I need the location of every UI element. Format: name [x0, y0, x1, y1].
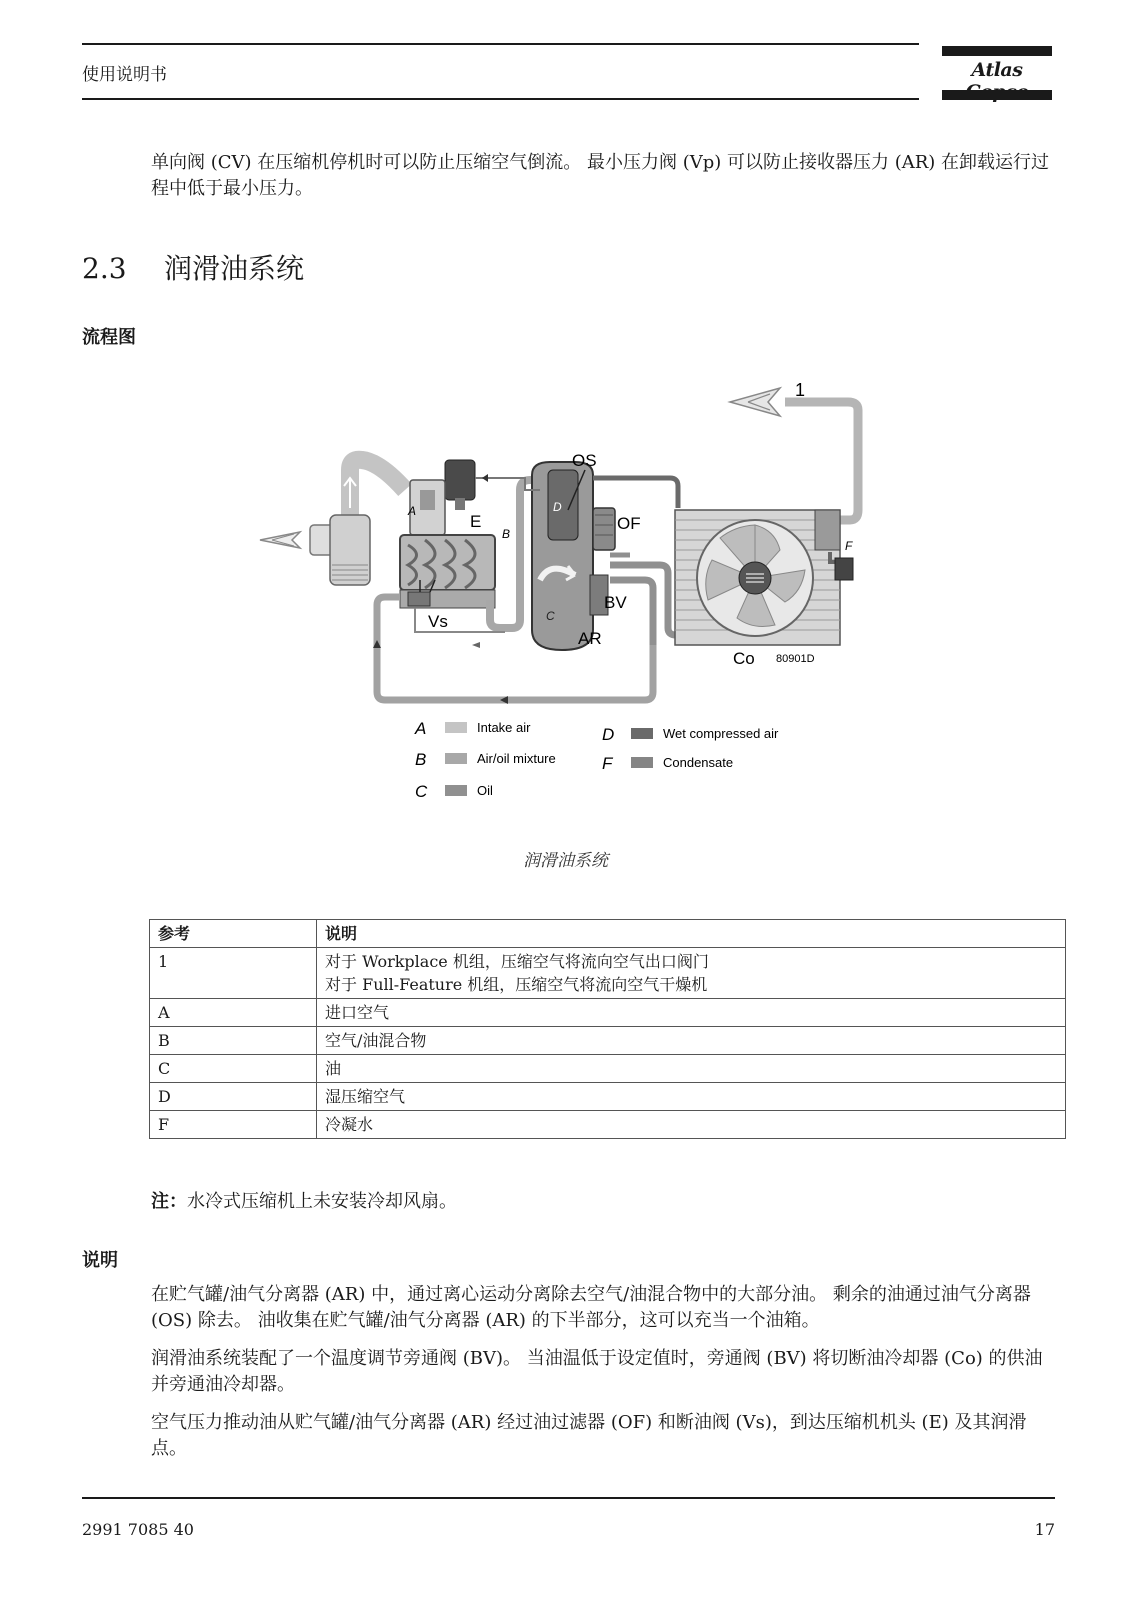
legend-swatch-d [631, 728, 653, 739]
description-paragraph-1: 在贮气罐/油气分离器 (AR) 中，通过离心运动分离除去空气/油混合物中的大部分油。 剩余的油通过油气分离器 (OS) 除去。 油收集在贮气罐/油气分离器 (AR) 的下半部分，这可以充当一个油箱。 [151, 1284, 1031, 1331]
label-bypass-valve: BV [604, 593, 627, 612]
table-cell-ref: 1 [150, 948, 317, 999]
description-heading: 说明 [82, 1250, 118, 1271]
header-title: 使用说明书 [82, 65, 167, 85]
intro-paragraph: 单向阀 (CV) 在压缩机停机时可以防止压缩空气倒流。 最小压力阀 (Vp) 可以防止接收器压力 (AR) 在卸载运行过程中低于最小压力。 [151, 152, 1050, 199]
legend-key-b: B [415, 750, 427, 769]
reference-table [149, 919, 1066, 1139]
label-outlet: 1 [795, 380, 806, 400]
label-flow-a: A [408, 504, 417, 518]
table-cell-ref: B [150, 1027, 317, 1055]
drawing-code: 80901D [776, 653, 815, 665]
oil-return-pipe [377, 597, 653, 700]
table-row [150, 948, 1066, 999]
table-cell-ref: F [150, 1111, 317, 1139]
table-row [150, 999, 1066, 1027]
outlet-arrow [730, 388, 780, 416]
table-row [150, 1027, 1066, 1055]
page-number: 17 [1034, 1520, 1055, 1539]
header-bottom-rule [82, 98, 919, 100]
label-separator: OS [572, 451, 597, 470]
legend-text-a: Intake air [477, 720, 531, 735]
legend-text-c: Oil [477, 783, 493, 798]
outlet-pipe [785, 402, 858, 520]
label-flow-b: B [502, 527, 511, 541]
label-cooler: Co [733, 649, 755, 668]
legend-swatch-b [445, 753, 467, 764]
figure-caption: 润滑油系统 [523, 851, 608, 871]
label-stop-valve: Vs [428, 612, 448, 631]
label-element: E [470, 512, 482, 531]
legend-swatch-f [631, 757, 653, 768]
legend-swatch-c [445, 785, 467, 796]
table-cell-desc-line: 对于 Full-Feature 机组，压缩空气将流向空气干燥机 [325, 975, 708, 994]
label-oil-filter: OF [617, 514, 641, 533]
logo-text: Atlas [971, 59, 1023, 81]
description-paragraph-3: 空气压力推动油从贮气罐/油气分离器 (AR) 经过油过滤器 (OF) 和断油阀 (Vs)，到达压缩机机头 (E) 及其润滑点。 [151, 1412, 1027, 1459]
legend-text-b: Air/oil mixture [477, 751, 556, 766]
table-row [150, 1055, 1066, 1083]
note-text: 水冷式压缩机上未安装冷却风扇。 [187, 1191, 457, 1212]
note-label: 注： [151, 1191, 187, 1212]
solenoid-valve [445, 460, 475, 500]
legend-key-d: D [602, 725, 615, 744]
table-cell-ref: C [150, 1055, 317, 1083]
table-row [150, 1083, 1066, 1111]
label-vessel: AR [578, 629, 602, 648]
condensate-drain [815, 510, 840, 550]
section-title: 润滑油系统 [164, 252, 305, 285]
table-cell-desc [317, 948, 1066, 999]
legend-key-c: C [415, 782, 428, 801]
table-header-ref: 参考 [150, 920, 317, 948]
table-cell-desc: 油 [317, 1055, 1066, 1083]
legend-text-d: Wet compressed air [663, 726, 779, 741]
table-header-row [150, 920, 1066, 948]
intake-pipe [350, 460, 405, 515]
table-cell-desc-line: 对于 Workplace 机组，压缩空气将流向空气出口阀门 [325, 952, 709, 971]
table-row [150, 1111, 1066, 1139]
wet-air-pipe [593, 478, 678, 508]
section-heading [82, 247, 304, 287]
document-number: 2991 7085 40 [82, 1520, 194, 1539]
lubrication-flow-diagram [250, 380, 890, 825]
note [151, 1187, 457, 1213]
atlas-copco-logo [942, 44, 1052, 102]
table-cell-ref: A [150, 999, 317, 1027]
table-cell-desc: 空气/油混合物 [317, 1027, 1066, 1055]
legend-text-f: Condensate [663, 755, 734, 770]
section-number: 2.3 [82, 252, 127, 285]
legend-key-a: A [415, 719, 427, 738]
label-fan: F [845, 539, 853, 553]
label-flow-c: C [546, 609, 555, 623]
table-cell-desc: 进口空气 [317, 999, 1066, 1027]
footer-rule [82, 1497, 1055, 1499]
flowchart-heading: 流程图 [82, 327, 136, 348]
header-top-rule [82, 43, 919, 45]
stop-valve [408, 592, 430, 606]
table-cell-desc: 湿压缩空气 [317, 1083, 1066, 1111]
description-paragraph-2: 润滑油系统装配了一个温度调节旁通阀 (BV)。 当油温低于设定值时，旁通阀 (BV) 将切断油冷却器 (Co) 的供油并旁通油冷却器。 [151, 1348, 1043, 1395]
table-header-desc: 说明 [317, 920, 1066, 948]
legend-key-f: F [602, 754, 613, 773]
table-cell-ref: D [150, 1083, 317, 1111]
table-cell-desc: 冷凝水 [317, 1111, 1066, 1139]
label-flow-d: D [553, 500, 562, 514]
oil-filter [593, 508, 615, 550]
legend-swatch-a [445, 722, 467, 733]
